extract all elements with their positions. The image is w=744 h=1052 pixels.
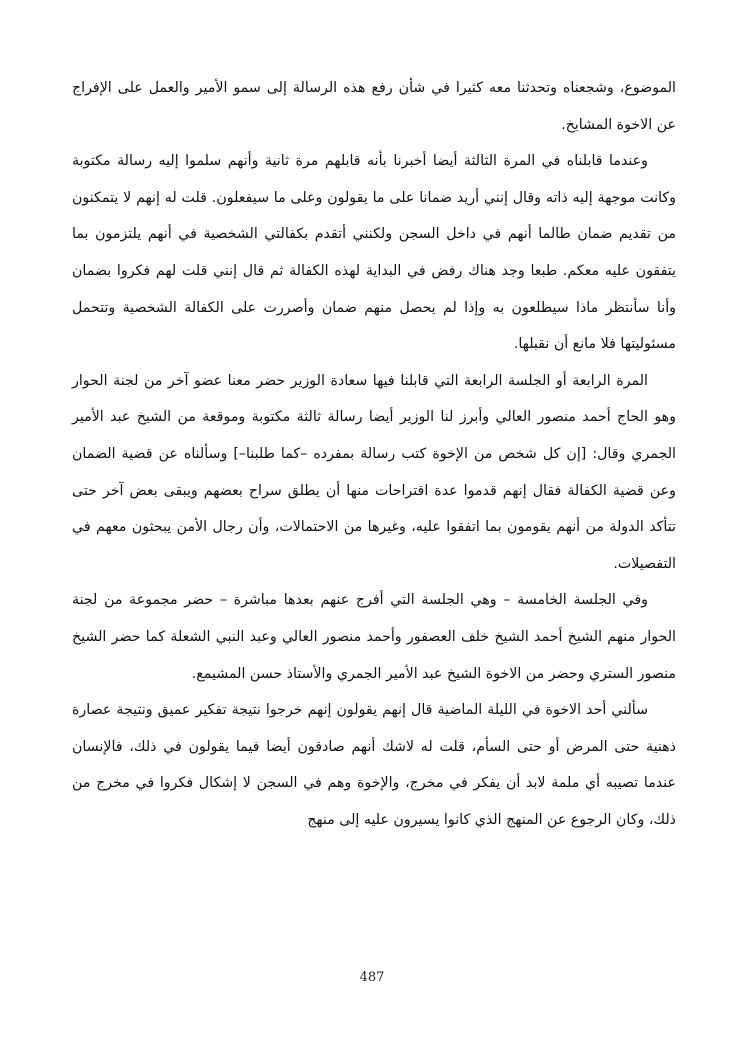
document-body (72, 70, 676, 838)
paragraph: وعندما قابلناه في المرة الثالثة أيضا أخبرنا بأنه قابلهم مرة ثانية وأنهم سلموا إليه رسالة مكتوبة وكانت موجهة إليه ذاته وقال إنني أريد ضمانا على ما يقولون وعلى ما سيفعلون. قلت له إنهم لا يتمكنون من تقديم ضمان طالما أنهم في داخل السجن ولكنني أتقدم بكفالتي الشخصية في أنهم يلتزمون بما يتفقون عليه معكم. طبعا وجد هناك رفض في البداية لهذه الكفالة ثم قال إنني قلت لهم فكروا بضمان وأنا سأنتظر ماذا سيطلعون به وإذا لم يحصل منهم ضمان وأصررت على الكفالة الشخصية وتتحمل مسئوليتها فلا مانع أن نقبلها. (72, 153, 676, 353)
paragraph: وفي الجلسة الخامسة – وهي الجلسة التي أفرج عنهم بعدها مباشرة – حضر مجموعة من لجنة الحوار منهم الشيخ أحمد الشيخ خلف العصفور وأحمد منصور العالي وعبد النبي الشعلة كما حضر الشيخ منصور الستري وحضر من الاخوة الشيخ عبد الأمير الجمري والأستاذ حسن المشيمع. (72, 592, 676, 682)
paragraph: الموضوع، وشجعناه وتحدثنا معه كثيرا في شأن رفع هذه الرسالة إلى سمو الأمير والعمل على الإفراج عن الاخوة المشايخ. (72, 80, 676, 133)
paragraph: المرة الرابعة أو الجلسة الرابعة التي قابلنا فيها سعادة الوزير حضر معنا عضو آخر من لجنة الحوار وهو الحاج أحمد منصور العالي وأبرز لنا الوزير أيضا رسالة ثالثة مكتوبة وموقعة من الشيخ عبد الأمير الجمري وقال: [إن كل شخص من الإخوة كتب رسالة بمفرده –كما طلبنا–] وسألناه عن قضية الضمان وعن قضية الكفالة فقال إنهم قدموا عدة اقتراحات منها أن يطلق سراح بعضهم ويبقى بعض آخر حتى تتأكد الدولة من أنهم يقومون بما اتفقوا عليه، وغيرها من الاحتمالات، وأن رجال الأمن يبحثون معهم في التفصيلات. (72, 372, 676, 572)
paragraph: سألني أحد الاخوة في الليلة الماضية قال إنهم يقولون إنهم خرجوا نتيجة تفكير عميق ونتيجة عصارة ذهنية حتى المرض أو حتى السأم، قلت له لاشك أنهم صادقون أيضا فيما يقولون في ذلك، فالإنسان عندما تصيبه أي ملمة لابد أن يفكر في مخرج، والإخوة وهم في السجن لا إشكال فكروا في مخرج من ذلك، وكان الرجوع عن المنهج الذي كانوا يسيرون عليه إلى منهج (72, 702, 676, 828)
page-number: 487 (359, 970, 385, 985)
